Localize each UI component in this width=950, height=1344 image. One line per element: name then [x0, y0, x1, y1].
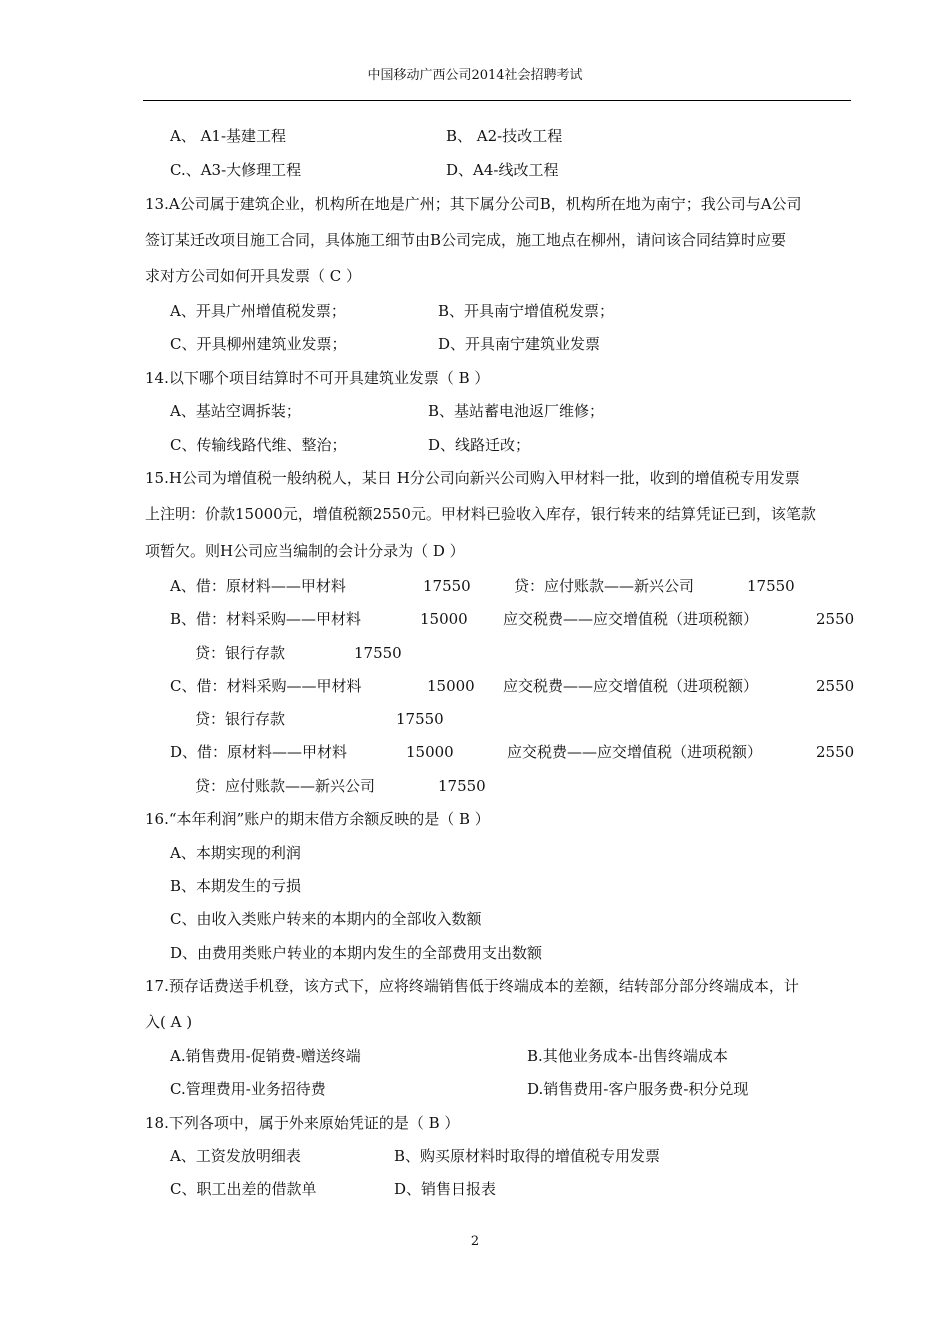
q15-b-debit-amount: 15000 [420, 610, 468, 628]
q14-option-c: C、传输线路代维、整治； [170, 436, 347, 454]
q13-stem-line2: 签订某迁改项目施工合同，具体施工细节由B公司完成，施工地点在柳州，请问该合同结算时应要 [145, 231, 787, 249]
q13-stem-line3: 求对方公司如何开具发票（ C ） [145, 267, 362, 285]
page-header: 中国移动广西公司2014社会招聘考试 [367, 68, 583, 83]
q17-option-a: A.销售费用-促销费-赠送终端 [170, 1047, 361, 1065]
q13-option-c: C、开具柳州建筑业发票； [170, 335, 347, 353]
q13-option-d: D、开具南宁建筑业发票 [438, 335, 601, 353]
q18-option-a: A、工资发放明细表 [170, 1147, 301, 1165]
q13-stem-line1: 13.A公司属于建筑企业，机构所在地是广州；其下属分公司B，机构所在地为南宁；我公司与A公司 [145, 195, 802, 213]
q15-stem-line2: 上注明：价款15000元，增值税额2550元。甲材料已验收入库存，银行转来的结算凭证已到，该笔款 [145, 505, 816, 523]
q15-a-credit-amount: 17550 [747, 577, 795, 595]
q16-stem: 16.“本年利润”账户的期末借方余额反映的是（ B ） [145, 810, 490, 828]
q18-option-b: B、购买原材料时取得的增值税专用发票 [394, 1147, 661, 1165]
q16-option-a: A、本期实现的利润 [170, 844, 301, 862]
q14-option-b: B、基站蓄电池返厂维修； [428, 402, 605, 420]
q14-option-d: D、线路迁改； [428, 436, 531, 454]
q15-c-credit-amount: 17550 [396, 710, 444, 728]
q12-option-b: B、 A2-技改工程 [446, 127, 563, 145]
q17-option-d: D.销售费用-客户服务费-积分兑现 [527, 1080, 749, 1098]
q15-stem-line1: 15.H公司为增值税一般纳税人，某日 H分公司向新兴公司购入甲材料一批，收到的增值税专用发票 [145, 469, 800, 487]
q17-stem-line1: 17.预存话费送手机登，该方式下，应将终端销售低于终端成本的差额，结转部分部分终端成本，计 [145, 977, 799, 995]
q15-d-tax: 应交税费——应交增值税（进项税额） [507, 743, 763, 761]
q15-a-debit: A、借：原材料——甲材料 [170, 577, 346, 595]
q15-b-credit-amount: 17550 [354, 644, 402, 662]
q16-option-b: B、本期发生的亏损 [170, 877, 302, 895]
q17-option-b: B.其他业务成本-出售终端成本 [527, 1047, 728, 1065]
q15-a-debit-amount: 17550 [423, 577, 471, 595]
q15-b-credit: 贷：银行存款 [195, 644, 286, 662]
q15-c-tax-amount: 2550 [816, 677, 855, 695]
q18-stem: 18.下列各项中，属于外来原始凭证的是（ B ） [145, 1114, 460, 1132]
q14-option-a: A、基站空调拆装； [170, 402, 301, 420]
q15-d-credit: 贷：应付账款——新兴公司 [195, 777, 376, 795]
q15-d-credit-amount: 17550 [438, 777, 486, 795]
q17-stem-line2: 入( A ) [145, 1013, 193, 1031]
q15-d-debit-amount: 15000 [406, 743, 454, 761]
q15-c-debit-amount: 15000 [427, 677, 475, 695]
q15-c-debit: C、借：材料采购——甲材料 [170, 677, 362, 695]
q16-option-d: D、由费用类账户转业的本期内发生的全部费用支出数额 [170, 944, 543, 962]
q12-option-a: A、 A1-基建工程 [170, 127, 287, 145]
q15-b-tax-amount: 2550 [816, 610, 855, 628]
q14-stem: 14.以下哪个项目结算时不可开具建筑业发票（ B ） [145, 369, 490, 387]
q15-c-tax: 应交税费——应交增值税（进项税额） [503, 677, 759, 695]
q12-option-c: C.、A3-大修理工程 [170, 161, 302, 179]
q15-b-tax: 应交税费——应交增值税（进项税额） [503, 610, 759, 628]
page-number: 2 [470, 1234, 480, 1249]
q17-option-c: C.管理费用-业务招待费 [170, 1080, 326, 1098]
q15-b-debit: B、借：材料采购——甲材料 [170, 610, 362, 628]
q15-c-credit: 贷：银行存款 [195, 710, 286, 728]
q18-option-d: D、销售日报表 [394, 1180, 497, 1198]
q15-d-debit: D、借：原材料——甲材料 [170, 743, 348, 761]
q18-option-c: C、职工出差的借款单 [170, 1180, 317, 1198]
q16-option-c: C、由收入类账户转来的本期内的全部收入数额 [170, 910, 482, 928]
q13-option-b: B、开具南宁增值税发票； [438, 302, 615, 320]
q12-option-d: D、A4-线改工程 [446, 161, 559, 179]
q15-a-credit: 贷：应付账款——新兴公司 [514, 577, 695, 595]
q15-d-tax-amount: 2550 [816, 743, 855, 761]
q13-option-a: A、开具广州增值税发票； [170, 302, 346, 320]
q15-stem-line3: 项暂欠。则H公司应当编制的会计分录为（ D ） [145, 542, 465, 560]
header-rule [143, 100, 851, 101]
